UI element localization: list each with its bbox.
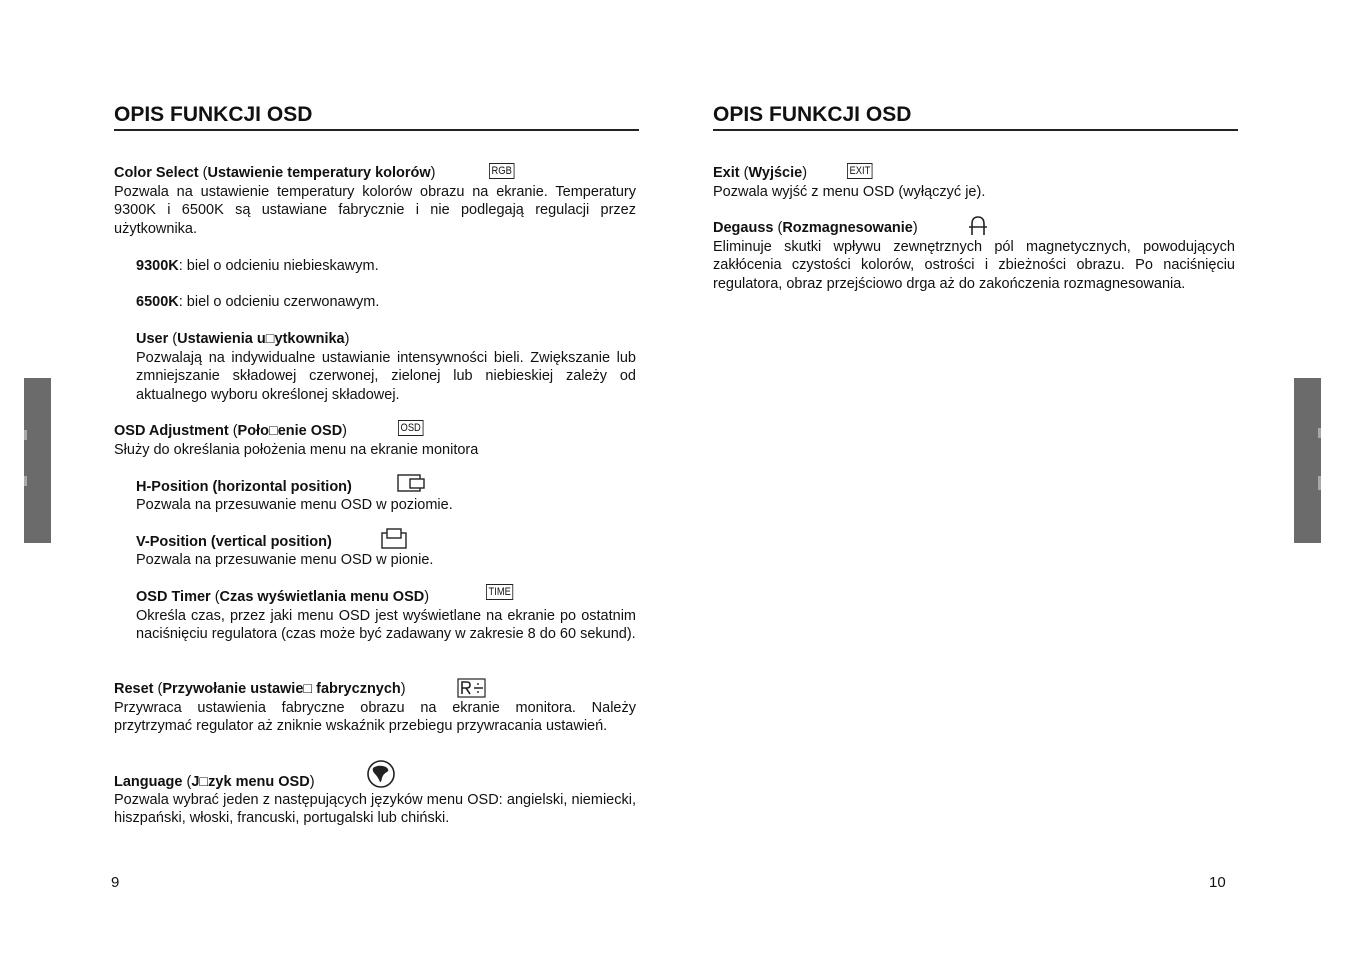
- page-title: OPIS FUNKCJI OSD: [713, 101, 1238, 131]
- rgb-icon: RGB: [489, 162, 519, 179]
- degauss-heading: Degauss (Rozmagnesowanie): [713, 220, 918, 236]
- page-number: 10: [1209, 874, 1226, 891]
- page-number: 9: [111, 874, 120, 891]
- timer-icon: TIME: [486, 583, 518, 600]
- k9300-line: 9300K: biel o odcieniu niebieskawym.: [136, 258, 379, 274]
- degauss-desc: Eliminuje skutki wpływu zewnętrznych pól magnetycznych, powodujących zakłócenia czystości kolorów, ostrości i zbieżności obrazu. Po naciśnięciu regulatora, obraz przejściowo drga aż do zakończenia rozmagnesowania.: [713, 239, 1235, 292]
- osd-adjustment-heading: OSD Adjustment (Poło□enie OSD): [114, 423, 348, 439]
- osd-adjustment-desc: Służy do określania położenia menu na ekranie monitora: [114, 442, 479, 458]
- v-position-heading: V-Position (vertical position): [136, 534, 332, 550]
- user-desc: Pozwalają na indywidualne ustawianie intensywności bieli. Zwiększanie lub zmniejszanie składowej czerwonej, zielonej lub niebieskiej zależy od aktualnego wyboru określonej składowej.: [136, 350, 636, 403]
- h-position-icon: [397, 474, 427, 498]
- h-position-heading: H-Position (horizontal position): [136, 479, 352, 495]
- exit-heading: Exit (Wyjście): [713, 165, 808, 181]
- exit-icon: EXIT: [847, 162, 877, 179]
- right-side-tab: [1294, 378, 1321, 543]
- language-heading: Language (J□zyk menu OSD): [114, 774, 315, 790]
- color-select-heading: Color Select (Ustawienie temperatury kolorów): [114, 165, 436, 181]
- osd-timer-heading: OSD Timer (Czas wyświetlania menu OSD): [136, 589, 430, 605]
- page-title: OPIS FUNKCJI OSD: [114, 101, 639, 131]
- user-heading: User (Ustawienia u□ytkownika): [136, 331, 350, 347]
- osd-icon: OSD: [398, 419, 428, 436]
- reset-heading: Reset (Przywołanie ustawie□ fabrycznych): [114, 681, 406, 697]
- osd-timer-desc: Określa czas, przez jaki menu OSD jest wyświetlane na ekranie po ostatnim naciśnięciu regulatora (czas może być zadawany w zakresie 8 do 60 sekund).: [136, 608, 636, 643]
- exit-desc: Pozwala wyjść z menu OSD (wyłączyć je).: [713, 184, 986, 200]
- color-select-desc: Pozwala na ustawienie temperatury kolorów obrazu na ekranie. Temperatury 9300K i 6500K są ustawiane fabrycznie i nie podlegają regulacji przez użytkownika.: [114, 184, 636, 237]
- globe-icon: [366, 759, 396, 793]
- k6500-line: 6500K: biel o odcieniu czerwonawym.: [136, 294, 380, 310]
- v-position-desc: Pozwala na przesuwanie menu OSD w pionie.: [136, 552, 434, 568]
- left-side-tab: [24, 378, 51, 543]
- h-position-desc: Pozwala na przesuwanie menu OSD w poziomie.: [136, 497, 453, 513]
- reset-desc: Przywraca ustawienia fabryczne obrazu na ekranie monitora. Należy przytrzymać regulator aż zniknie wskaźnik przebiegu przywracania ustawień.: [114, 700, 636, 735]
- language-desc: Pozwala wybrać jeden z następujących języków menu OSD: angielski, niemiecki, hiszpański, włoski, francuski, portugalski lub chiński.: [114, 792, 636, 827]
